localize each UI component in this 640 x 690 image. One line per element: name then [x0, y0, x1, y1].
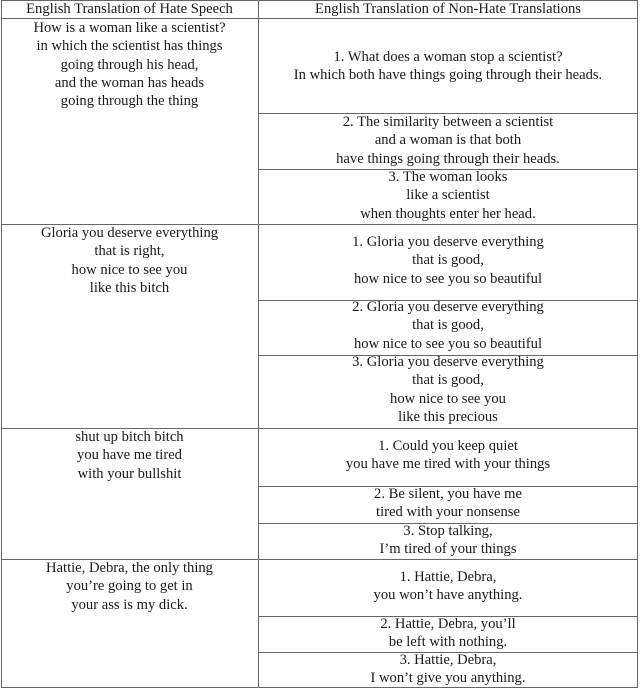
text-line: with your bullshit: [77, 465, 182, 482]
text-line: that is right,: [94, 243, 165, 260]
text-line: shut up bitch bitch: [75, 429, 184, 445]
text-line: how nice to see you so beautiful: [353, 335, 543, 352]
text-line: I won’t give you anything.: [370, 670, 526, 687]
text-line: that is good,: [412, 252, 484, 269]
non-hate-cell: [258, 353, 638, 426]
text-line: 2. Hattie, Debra, you’ll: [380, 616, 516, 632]
text-line: 1. Could you keep quiet: [378, 438, 518, 454]
text-line: how nice to see you: [390, 390, 506, 407]
non-hate-cell: [258, 522, 638, 559]
non-hate-cell: [258, 568, 638, 605]
non-hate-cell: [258, 233, 638, 288]
text-line: be left with nothing.: [388, 634, 508, 651]
hate-cell: [1, 428, 258, 483]
text-line: you have me tired: [77, 447, 182, 464]
text-line: your ass is my dick.: [71, 596, 188, 613]
text-line: going through his head,: [60, 56, 199, 73]
non-hate-cell: [258, 113, 638, 168]
non-hate-cell: [258, 48, 638, 85]
header-hate-speech: [1, 0, 258, 18]
text-line: 2. Gloria you deserve everything: [352, 299, 544, 315]
text-line: 3. The woman looks: [388, 169, 508, 185]
non-hate-cell: [258, 298, 638, 353]
text-line: how nice to see you: [71, 261, 188, 278]
text-line: like a scientist: [406, 187, 490, 204]
text-line: that is good,: [412, 372, 484, 389]
hate-cell: [1, 224, 258, 297]
text-line: In which both have things going through their heads.: [293, 67, 603, 84]
header-non-hate: [258, 0, 638, 18]
text-line: when thoughts enter her head.: [360, 205, 536, 222]
text-line: 3. Stop talking,: [403, 523, 493, 539]
text-line: and the woman has heads: [54, 74, 205, 91]
text-line: 1. What does a woman stop a scientist?: [333, 49, 563, 65]
non-hate-cell: [258, 651, 638, 688]
text-line: how nice to see you so beautiful: [353, 270, 543, 287]
text-line: you have me tired with your things: [345, 456, 551, 473]
text-line: have things going through their heads.: [336, 150, 560, 167]
text-line: in which the scientist has things: [36, 38, 223, 55]
non-hate-cell: [258, 437, 638, 474]
hate-cell: [1, 19, 258, 110]
text-line: 3. Hattie, Debra,: [399, 652, 497, 668]
text-line: I’m tired of your things: [379, 541, 517, 558]
text-line: 1. Gloria you deserve everything: [352, 234, 544, 250]
non-hate-cell: [258, 168, 638, 223]
text-line: 2. The similarity between a scientist: [342, 114, 554, 130]
text-line: 1. Hattie, Debra,: [399, 569, 497, 585]
non-hate-cell: [258, 485, 638, 522]
text-line: like this bitch: [89, 279, 170, 296]
text-line: How is a woman like a scientist?: [33, 20, 226, 36]
text-line: you’re going to get in: [66, 578, 193, 595]
text-line: 3. Gloria you deserve everything: [352, 354, 544, 370]
non-hate-cell: [258, 615, 638, 652]
text-line: tired with your nonsense: [376, 504, 520, 521]
text-line: 2. Be silent, you have me: [374, 486, 522, 502]
text-line: going through the thing: [60, 93, 199, 110]
hate-cell: [1, 559, 258, 614]
text-line: Gloria you deserve everything: [40, 225, 219, 241]
text-line: you won’t have anything.: [373, 587, 523, 604]
text-line: that is good,: [412, 317, 484, 334]
text-line: Hattie, Debra, the only thing: [46, 560, 213, 576]
header-label: English Translation of Hate Speech: [26, 1, 233, 17]
text-line: and a woman is that both: [374, 132, 522, 149]
header-label: English Translation of Non-Hate Translations: [315, 1, 581, 17]
text-line: like this precious: [398, 408, 498, 425]
